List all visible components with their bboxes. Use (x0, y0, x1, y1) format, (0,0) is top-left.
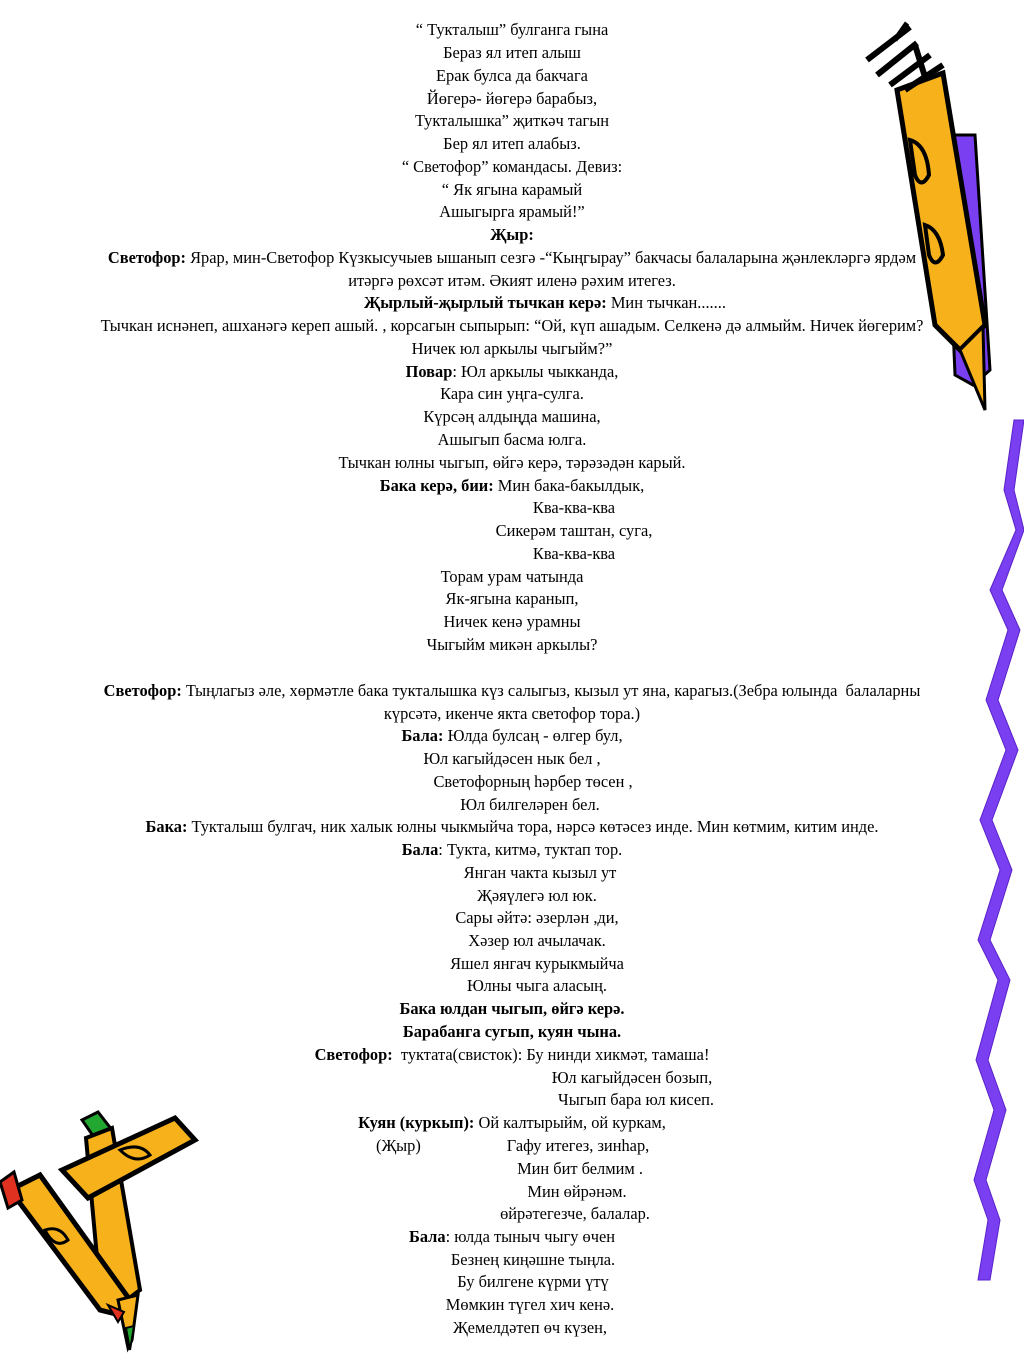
line-text: Чыгып бара юл кисеп. (558, 1090, 714, 1109)
text-line (358, 1113, 666, 1133)
text-line (104, 681, 921, 701)
text-line (415, 111, 609, 131)
text-line (146, 817, 879, 837)
line-text: Бер ял итеп алабыз. (443, 134, 581, 153)
line-text: Ой калтырыйм, ой куркам, (474, 1113, 666, 1132)
line-text: : юлда тыныч чыгу өчен (445, 1227, 616, 1246)
purple-squiggle-icon (970, 420, 1024, 1280)
text-line (364, 293, 726, 313)
text-line (552, 1068, 713, 1088)
line-text: Безнең киңәшне тыңла. (450, 1250, 616, 1269)
line-text: : Тукта, китмә, туктап тор. (438, 840, 623, 859)
text-line (401, 726, 622, 746)
line-text: Ерак булса да бакчага (436, 66, 588, 85)
line-text: “ Светофор” командасы. Девиз: (401, 157, 623, 176)
text-line (423, 749, 600, 769)
line-text: (Җыр) (376, 1136, 421, 1155)
line-text: Мин бит белмим . (517, 1159, 643, 1178)
line-text: Юл кагыйдәсен бозып, (551, 1068, 713, 1087)
line-text: Торам урам чатында (440, 567, 584, 586)
text-line (527, 1182, 626, 1202)
text-line (441, 567, 584, 587)
speaker-label: Җырлый-җырлый тычкан керә: (364, 293, 607, 312)
text-line (409, 1227, 615, 1247)
speaker-label: Бака керә, бии: (379, 476, 494, 495)
speaker-label: Бала (401, 840, 439, 859)
text-line (457, 1272, 608, 1292)
text-line (427, 635, 598, 655)
text-line (376, 1136, 421, 1156)
text-line (446, 589, 579, 609)
line-text: Ква-ква-ква (532, 544, 616, 563)
line-text: Тукталыш булгач, ник халык юлны чыкмыйча тора, нәрсә көтәсез инде. Мин көтмим, китим инде. (187, 817, 879, 836)
line-text: Мин бака-бакылдык, (493, 476, 645, 495)
text-line (477, 886, 597, 906)
line-text: Юл кагыйдәсен нык бел , (423, 749, 601, 768)
text-line (507, 1136, 650, 1156)
text-line (490, 225, 534, 245)
line-text: өйрәтегезче, балалар. (500, 1204, 650, 1223)
text-line (446, 1295, 614, 1315)
line-text: Бу билгене күрми үтү (457, 1272, 609, 1291)
line-text: Күрсәң алдыңда машина, (423, 407, 601, 426)
line-text: Тыңлагыз әле, хөрмәтле бака тукталышка күз салыгыз, кызыл ут яна, карагыз.(Зебра юлында балаларны (181, 681, 921, 700)
speaker-label: Бака юлдан чыгып, өйгә керә. (399, 999, 625, 1018)
text-line (108, 248, 916, 268)
text-line (406, 362, 619, 382)
line-text: туктата(свисток): Бу нинди хикмәт, тамаша! (392, 1045, 710, 1064)
line-text: “ Тукталыш” булганга гына (415, 20, 609, 39)
line-text: Җемелдәтеп өч күзен, (452, 1318, 608, 1337)
text-line (416, 20, 609, 40)
line-text: күрсәтә, икенче якта светофор тора.) (383, 704, 641, 723)
text-line (453, 1318, 607, 1338)
speaker-label: Бала (408, 1227, 446, 1246)
text-line (533, 544, 615, 564)
text-line (436, 66, 588, 86)
text-line (464, 863, 617, 883)
line-text: Юлда булсаң - өлгер бул, (443, 726, 623, 745)
speaker-label: Җыр: (490, 225, 534, 244)
text-line (443, 43, 581, 63)
line-text: Юл билгеләрен бел. (460, 795, 600, 814)
text-line (460, 795, 599, 815)
line-text: : Юл аркылы чыкканда, (452, 362, 619, 381)
text-line (423, 407, 600, 427)
text-line (439, 202, 584, 222)
text-line (403, 1022, 621, 1042)
line-text: Тычкан юлны чыгып, өйгә керә, тәрәзәдән карый. (338, 453, 686, 472)
line-text: Бераз ял итеп алыш (443, 43, 581, 62)
line-text: Янган чакта кызыл ут (463, 863, 617, 882)
text-line (402, 157, 622, 177)
line-text: “ Як ягына карамый (441, 180, 583, 199)
text-line (440, 384, 584, 404)
speaker-label: Светофор: (107, 248, 187, 267)
line-text: Сикерәм таштан, суга, (495, 521, 653, 540)
speaker-label: Повар (405, 362, 453, 381)
pencil-icon (855, 15, 1005, 415)
line-text: Як-ягына каранып, (445, 589, 579, 608)
text-line (438, 430, 587, 450)
line-text: Хәзер юл ачылачак. (468, 931, 606, 950)
text-line (101, 316, 924, 336)
text-line (517, 1159, 643, 1179)
line-text: Җәяүлегә юл юк. (477, 886, 597, 905)
speaker-label: Бала: (401, 726, 444, 745)
text-line (427, 89, 597, 109)
line-text: Ашыгырга ярамый!” (439, 202, 585, 221)
text-line (315, 1045, 710, 1065)
text-line (533, 498, 615, 518)
line-text: Ничек юл аркылы чыгыйм?” (411, 339, 613, 358)
text-line (399, 999, 624, 1019)
line-text: Тукталышка” җиткәч тагын (414, 111, 610, 130)
text-line (380, 476, 645, 496)
speaker-label: Барабанга сугып, куян чына. (402, 1022, 622, 1041)
speaker-label: Куян (куркып): (358, 1113, 475, 1132)
line-text: Чыгыйм микән аркылы? (426, 635, 598, 654)
line-text: Ярар, мин-Светофор Күзкысучыев ышанып сезгә -“Кыңгырау” бакчасы балаларына җәнлекләргә ярдәм (186, 248, 917, 267)
line-text: Мин өйрәнәм. (527, 1182, 627, 1201)
text-line (450, 954, 624, 974)
line-text: Мин тычкан....... (606, 293, 726, 312)
crossed-pencils-icon (0, 1100, 210, 1350)
line-text: Йөгерә- йөгерә барабыз, (426, 89, 598, 108)
text-line (558, 1090, 714, 1110)
text-line (339, 453, 686, 473)
speaker-label: Светофор: (314, 1045, 393, 1064)
speaker-label: Бака: (145, 817, 188, 836)
line-text: Тычкан иснәнеп, ашханәгә кереп ашый. , корсагын сыпырып: “Ой, күп ашадым. Селкенә дә алмыйм. Ничек йөгерим? (100, 316, 924, 335)
line-text: итәргә рөхсәт итәм. Әкият иленә рәхим итегез. (348, 271, 676, 290)
text-line (443, 134, 581, 154)
text-line (402, 840, 623, 860)
text-line (496, 521, 653, 541)
line-text: Юлны чыга аласың. (466, 976, 608, 995)
text-line (467, 976, 607, 996)
text-line (433, 772, 632, 792)
line-text: Гафу итегез, зинһар, (506, 1136, 650, 1155)
line-text: Ква-ква-ква (532, 498, 616, 517)
text-line (444, 612, 581, 632)
line-text: Ашыгып басма юлга. (437, 430, 587, 449)
text-line (455, 908, 618, 928)
text-line (500, 1204, 650, 1224)
line-text: Яшел янгач курыкмыйча (450, 954, 624, 973)
text-line (384, 704, 640, 724)
line-text: Мөмкин түгел хич кенә. (445, 1295, 615, 1314)
text-line (348, 271, 676, 291)
line-text: Ничек кенә урамны (443, 612, 581, 631)
text-line (412, 339, 613, 359)
text-line (468, 931, 606, 951)
text-line (451, 1250, 615, 1270)
speaker-label: Светофор: (103, 681, 182, 700)
line-text: Светофорның һәрбер төсен , (433, 772, 633, 791)
line-text: Кара син уңга-сулга. (440, 384, 584, 403)
text-line (442, 180, 582, 200)
line-text: Сары әйтә: әзерлән ,ди, (455, 908, 619, 927)
